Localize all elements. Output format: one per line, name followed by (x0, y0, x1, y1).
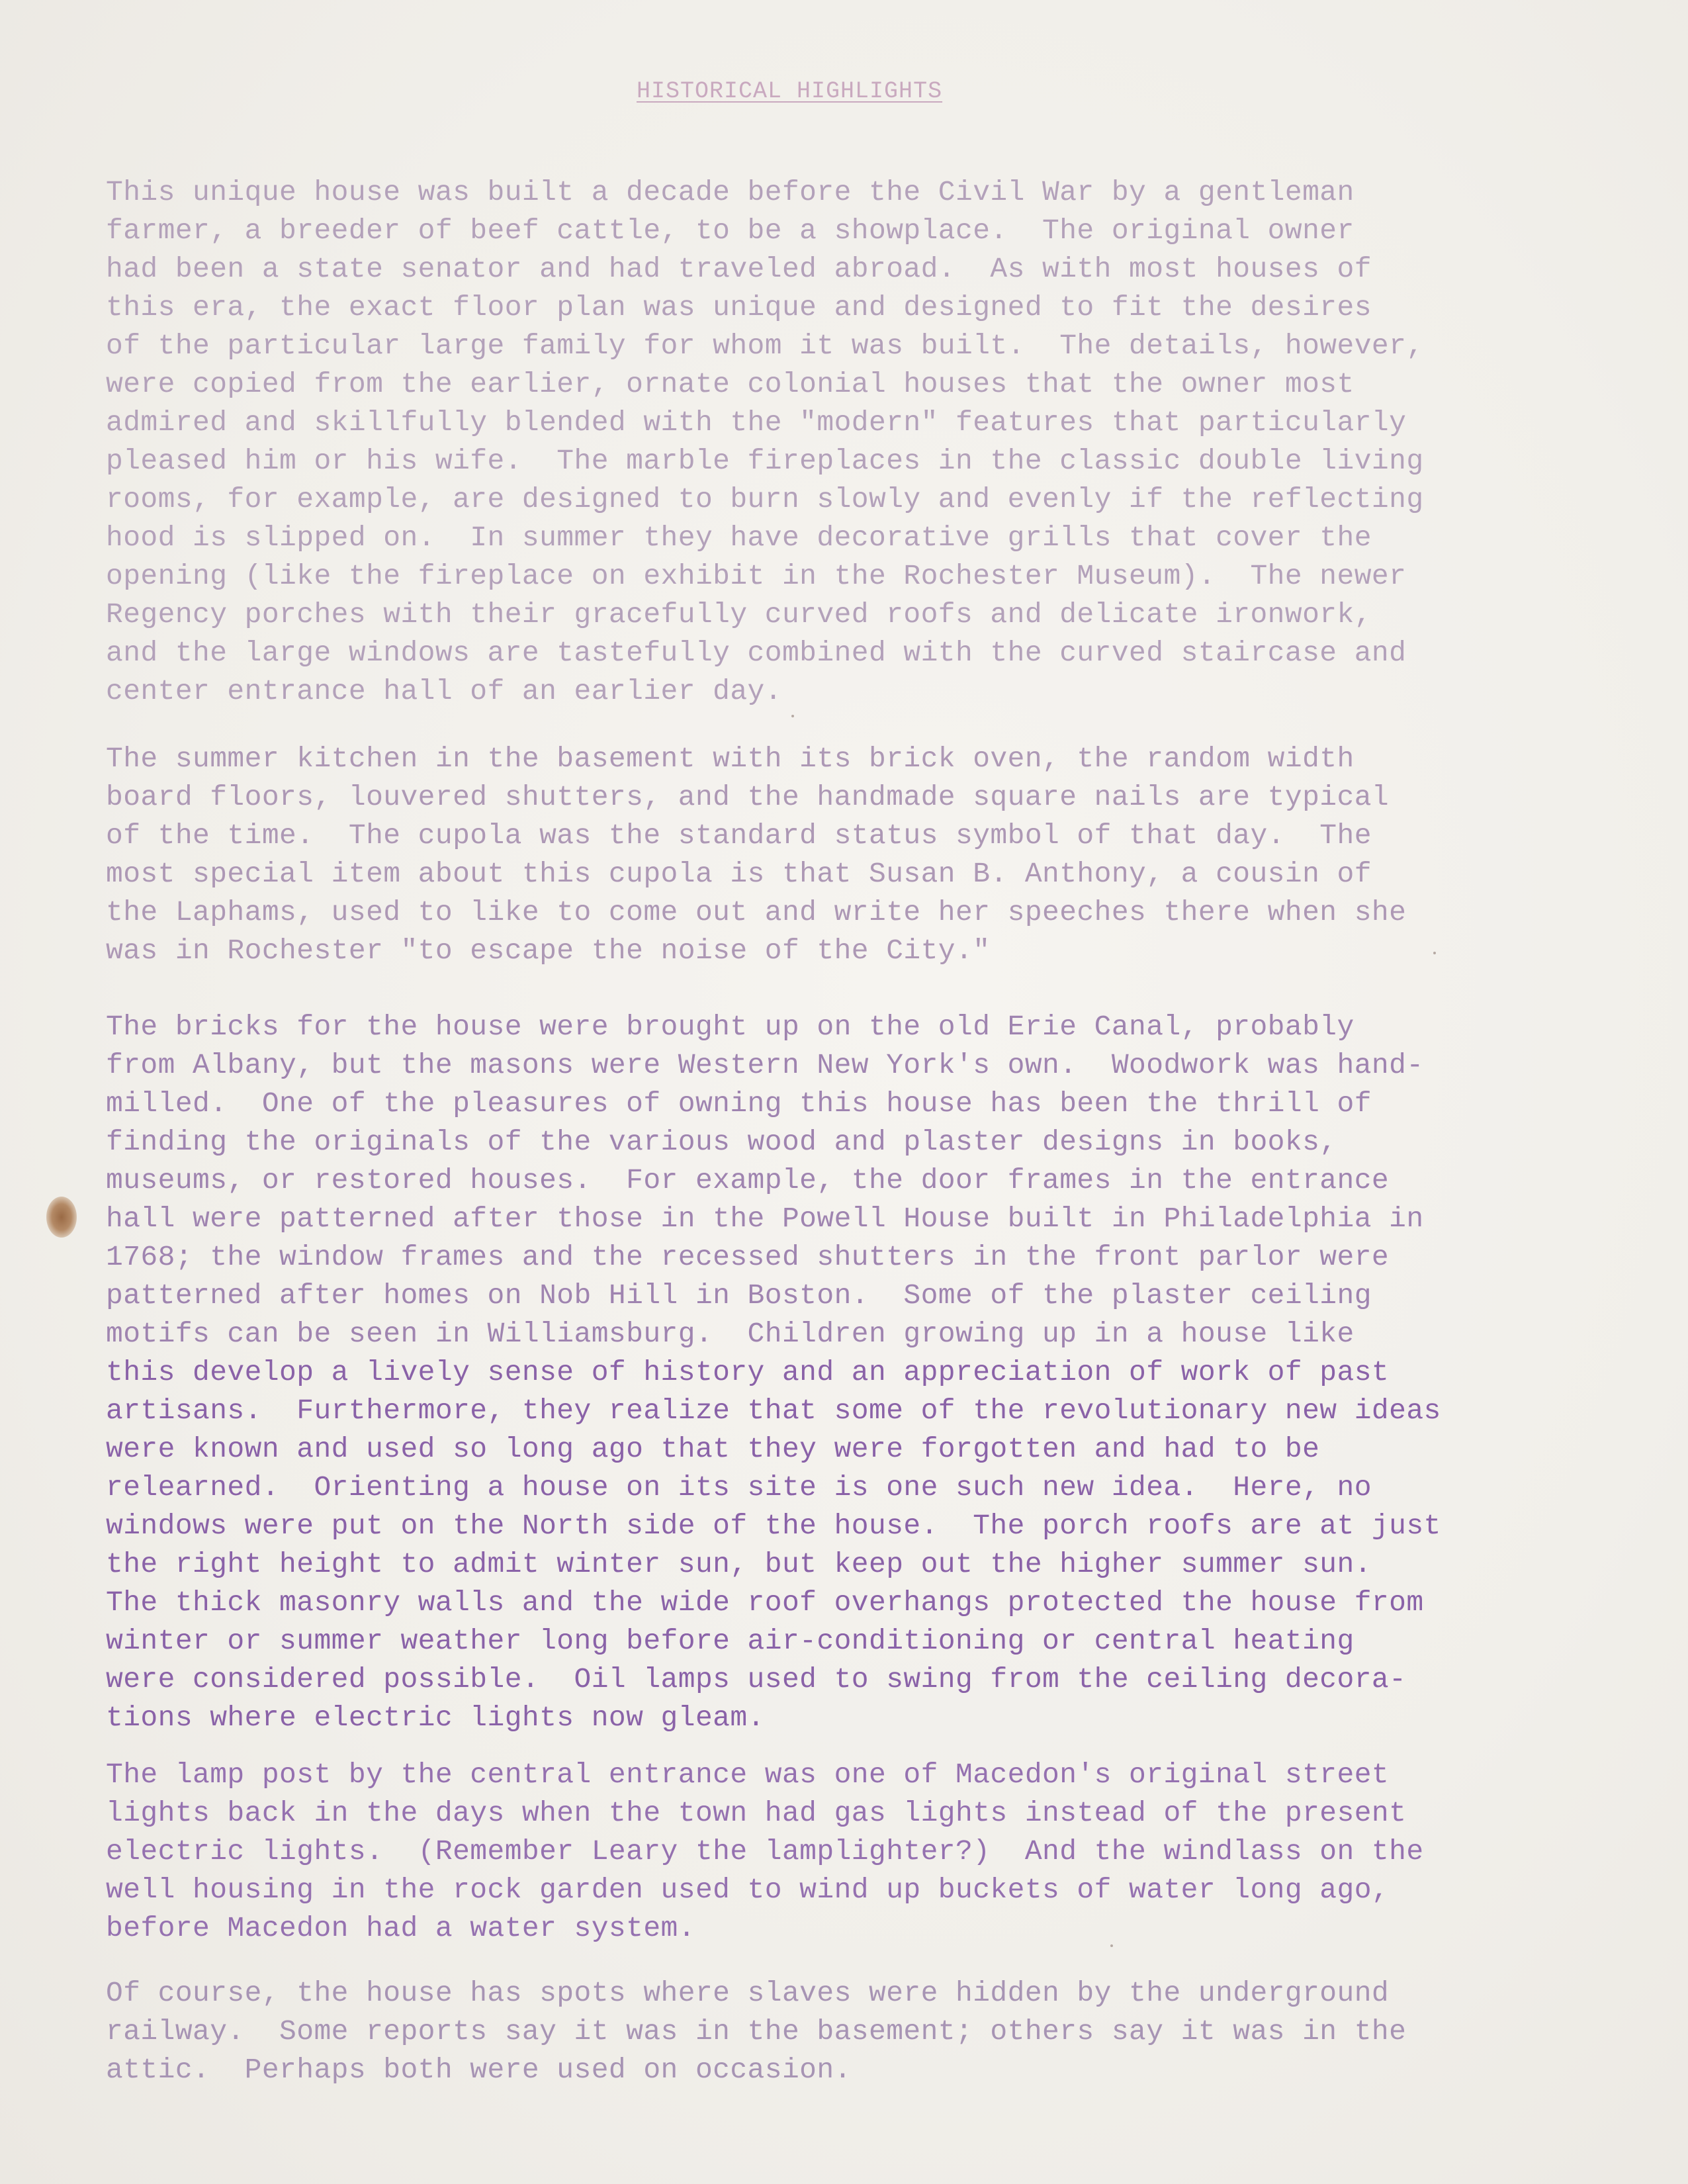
text-line: was in Rochester "to escape the noise of the City." (106, 934, 991, 967)
text-line: windows were put on the North side of the house. The porch roofs are at just (106, 1510, 1441, 1542)
text-line: electric lights. (Remember Leary the lamplighter?) And the windlass on the (106, 1835, 1424, 1868)
text-line: 1768; the window frames and the recessed shutters in the front parlor were (106, 1241, 1390, 1273)
text-line: winter or summer weather long before air-conditioning or central heating (106, 1625, 1355, 1657)
paragraph-construction (106, 173, 1648, 711)
text-line: this develop a lively sense of history and an appreciation of work of past (106, 1356, 1390, 1388)
text-line: the Laphams, used to like to come out and write her speeches there when she (106, 896, 1407, 929)
text-line: This unique house was built a decade before the Civil War by a gentleman (106, 176, 1355, 208)
text-line: and the large windows are tastefully combined with the curved staircase and (106, 637, 1407, 669)
document-title: HISTORICAL HIGHLIGHTS (637, 78, 943, 105)
text-line: attic. Perhaps both were used on occasion. (106, 2054, 852, 2086)
text-line: railway. Some reports say it was in the basement; others say it was in the (106, 2015, 1407, 2048)
text-line: Regency porches with their gracefully curved roofs and delicate ironwork, (106, 598, 1372, 631)
text-line: artisans. Furthermore, they realize that some of the revolutionary new ideas (106, 1394, 1441, 1427)
text-line: motifs can be seen in Williamsburg. Children growing up in a house like (106, 1318, 1355, 1350)
text-line: The lamp post by the central entrance was one of Macedon's original street (106, 1758, 1390, 1791)
paragraph-lamp-post (106, 1756, 1648, 1948)
text-line: patterned after homes on Nob Hill in Boston. Some of the plaster ceiling (106, 1279, 1372, 1312)
text-line: opening (like the fireplace on exhibit in the Rochester Museum). The newer (106, 560, 1407, 592)
text-line: pleased him or his wife. The marble fireplaces in the classic double living (106, 445, 1424, 477)
text-line: the right height to admit winter sun, but keep out the higher summer sun. (106, 1548, 1372, 1580)
paragraph-underground-railway (106, 1974, 1648, 2089)
text-line: lights back in the days when the town had gas lights instead of the present (106, 1797, 1407, 1829)
text-line: The thick masonry walls and the wide roof overhangs protected the house from (106, 1586, 1424, 1619)
text-line: center entrance hall of an earlier day. (106, 675, 782, 707)
text-line: hall were patterned after those in the Powell House built in Philadelphia in (106, 1203, 1424, 1235)
text-line: of the particular large family for whom it was built. The details, however, (106, 330, 1424, 362)
text-line: before Macedon had a water system. (106, 1912, 695, 1944)
text-line: The summer kitchen in the basement with its brick oven, the random width (106, 743, 1355, 775)
text-line: most special item about this cupola is that Susan B. Anthony, a cousin of (106, 858, 1372, 890)
text-line: Of course, the house has spots where slaves were hidden by the underground (106, 1977, 1390, 2009)
text-line: milled. One of the pleasures of owning this house has been the thrill of (106, 1087, 1372, 1120)
text-line: had been a state senator and had traveled abroad. As with most houses of (106, 253, 1372, 285)
text-line: board floors, louvered shutters, and the handmade square nails are typical (106, 781, 1390, 813)
paper-speck (1110, 1944, 1113, 1947)
text-line: from Albany, but the masons were Western New York's own. Woodwork was hand- (106, 1049, 1424, 1081)
text-line: tions where electric lights now gleam. (106, 1702, 765, 1734)
text-line: farmer, a breeder of beef cattle, to be a showplace. The original owner (106, 214, 1355, 247)
text-line: museums, or restored houses. For example, the door frames in the entrance (106, 1164, 1390, 1197)
paragraph-bricks (106, 1008, 1648, 1737)
text-line: of the time. The cupola was the standard status symbol of that day. The (106, 819, 1372, 852)
text-line: well housing in the rock garden used to wind up buckets of water long ago, (106, 1874, 1390, 1906)
paper-speck (1433, 952, 1436, 954)
text-line: hood is slipped on. In summer they have decorative grills that cover the (106, 522, 1372, 554)
paper-stain (46, 1197, 77, 1238)
text-line: were copied from the earlier, ornate colonial houses that the owner most (106, 368, 1355, 400)
text-line: this era, the exact floor plan was unique and designed to fit the desires (106, 291, 1372, 324)
paragraph-summer-kitchen (106, 740, 1648, 970)
text-line: The bricks for the house were brought up on the old Erie Canal, probably (106, 1011, 1355, 1043)
text-line: rooms, for example, are designed to burn slowly and evenly if the reflecting (106, 483, 1424, 516)
text-line: relearned. Orienting a house on its site is one such new idea. Here, no (106, 1471, 1372, 1504)
paper-speck (791, 715, 794, 717)
text-line: were considered possible. Oil lamps used to swing from the ceiling decora- (106, 1663, 1407, 1696)
text-line: finding the originals of the various wood and plaster designs in books, (106, 1126, 1337, 1158)
text-line: were known and used so long ago that they were forgotten and had to be (106, 1433, 1320, 1465)
text-line: admired and skillfully blended with the "modern" features that particularly (106, 406, 1407, 439)
